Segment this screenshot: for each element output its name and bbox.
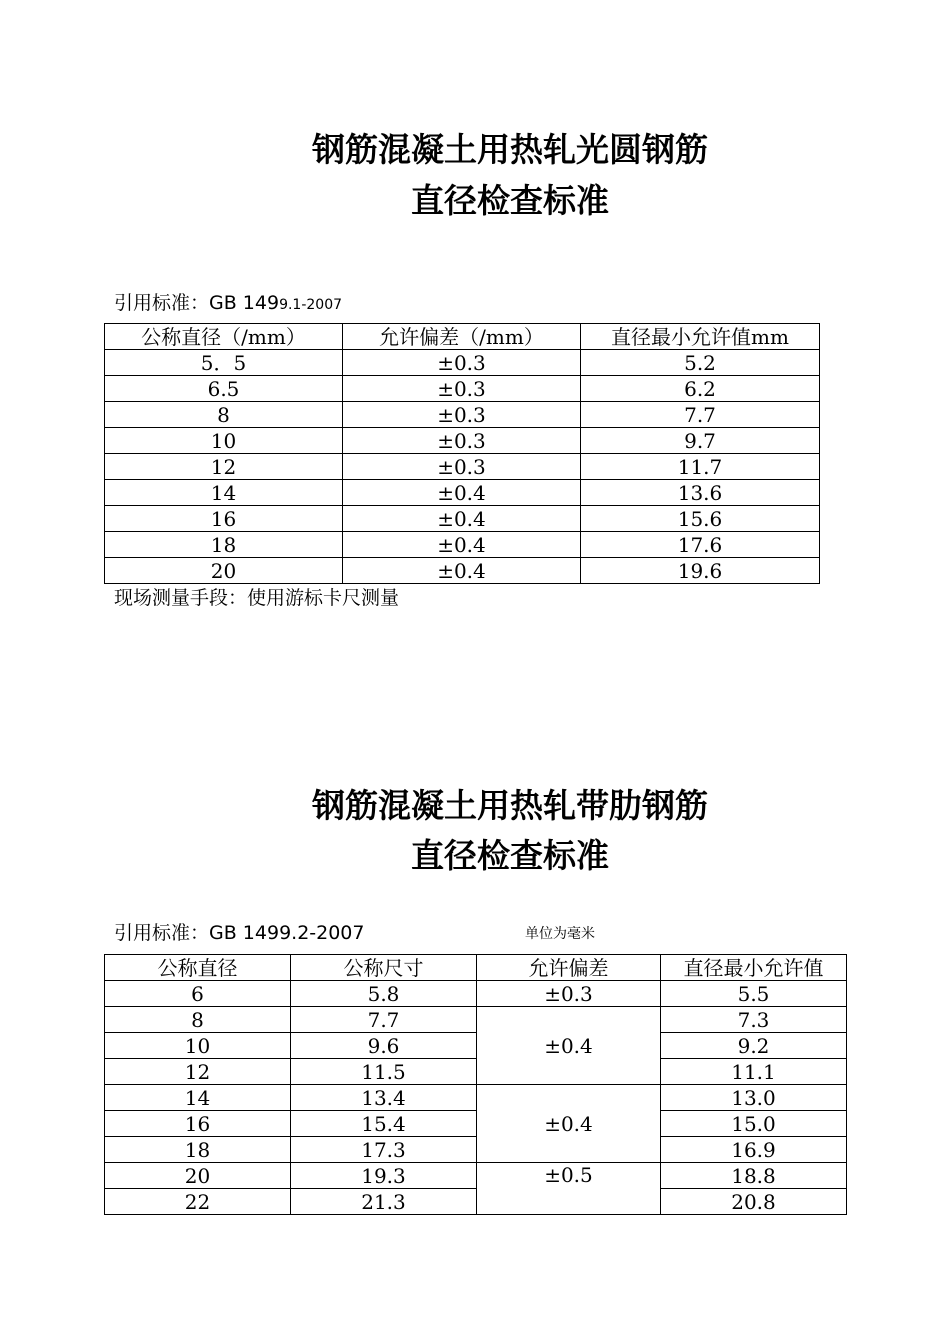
table-row [105,402,820,428]
cell-nominal-size: 17.3 [291,1137,477,1163]
cell-deviation: ±0.4 [343,532,581,558]
header-allowed-deviation: 允许偏差 [477,955,661,981]
cell-min-diameter: 15.0 [661,1111,847,1137]
table-row [105,1007,847,1033]
cell-nominal-diameter: 22 [105,1189,291,1215]
cell-nominal-diameter: 8 [105,1007,291,1033]
cell-min-diameter: 5.2 [581,350,820,376]
table-row [105,454,820,480]
cell-min-diameter: 13.6 [581,480,820,506]
cell-nominal-diameter: 10 [105,1033,291,1059]
cell-nominal-size: 11.5 [291,1059,477,1085]
table-row [105,1059,847,1085]
cell-deviation: ±0.3 [477,981,661,1007]
cell-min-diameter: 20.8 [661,1189,847,1215]
cell-nominal-size: 19.3 [291,1163,477,1189]
header-allowed-deviation: 允许偏差（/mm） [343,324,581,350]
cell-min-diameter: 11.7 [581,454,820,480]
table-row [105,1189,847,1215]
cell-deviation: ±0.4 [343,506,581,532]
cell-nominal-diameter: 20 [105,558,343,584]
header-nominal-size: 公称尺寸 [291,955,477,981]
table-row [105,376,820,402]
cell-nominal-size: 15.4 [291,1111,477,1137]
section1-reference-label: 引用标准：GB 149 [114,292,280,314]
section1-reference [114,288,342,315]
cell-min-diameter: 5.5 [661,981,847,1007]
section2-title-line2: 直径检查标准 [411,836,609,875]
header-min-allowed-diameter: 直径最小允许值 [661,955,847,981]
header-nominal-diameter: 公称直径（/mm） [105,324,343,350]
cell-min-diameter: 17.6 [581,532,820,558]
cell-nominal-diameter: 6.5 [105,376,343,402]
cell-min-diameter: 15.6 [581,506,820,532]
section2-unit-note: 单位为毫米 [525,926,595,942]
table-row [105,428,820,454]
section1-title-line2: 直径检查标准 [411,181,609,220]
header-min-allowed-diameter: 直径最小允许值mm [581,324,820,350]
cell-min-diameter: 18.8 [661,1163,847,1189]
header-nominal-diameter: 公称直径 [105,955,291,981]
cell-nominal-diameter: 14 [105,480,343,506]
cell-nominal-diameter: 14 [105,1085,291,1111]
cell-min-diameter: 16.9 [661,1137,847,1163]
cell-deviation: ±0.3 [343,376,581,402]
cell-min-diameter: 7.3 [661,1007,847,1033]
cell-nominal-size: 9.6 [291,1033,477,1059]
table-row [105,1111,847,1137]
cell-nominal-size: 13.4 [291,1085,477,1111]
cell-deviation: ±0.3 [343,402,581,428]
section1-measurement-note: 现场测量手段：使用游标卡尺测量 [114,587,400,609]
table-row [105,350,820,376]
cell-nominal-diameter: 6 [105,981,291,1007]
cell-deviation: ±0.4 [477,1085,661,1163]
section2-table [104,954,847,1215]
cell-nominal-diameter: 12 [105,454,343,480]
table-row [105,532,820,558]
cell-deviation: ±0.5 [477,1163,661,1215]
table-row [105,480,820,506]
table-row [105,506,820,532]
cell-nominal-diameter: 10 [105,428,343,454]
cell-nominal-diameter: 18 [105,532,343,558]
section2-reference: 引用标准：GB 1499.2-2007 [114,922,365,944]
section1-title-line1: 钢筋混凝土用热轧光圆钢筋 [312,130,708,169]
cell-deviation: ±0.4 [477,1007,661,1085]
table-row [105,1163,847,1189]
table-row [105,1085,847,1111]
cell-min-diameter: 7.7 [581,402,820,428]
cell-nominal-diameter: 18 [105,1137,291,1163]
cell-min-diameter: 9.7 [581,428,820,454]
table-row [105,558,820,584]
table-row [105,981,847,1007]
section1-table [104,323,820,584]
cell-min-diameter: 13.0 [661,1085,847,1111]
cell-nominal-diameter: 16 [105,1111,291,1137]
table-header-row [105,955,847,981]
cell-nominal-size: 5.8 [291,981,477,1007]
cell-deviation: ±0.4 [343,480,581,506]
table-row [105,1033,847,1059]
cell-nominal-diameter: 16 [105,506,343,532]
cell-nominal-size: 7.7 [291,1007,477,1033]
cell-nominal-diameter: 8 [105,402,343,428]
cell-nominal-diameter: 12 [105,1059,291,1085]
cell-deviation: ±0.3 [343,350,581,376]
cell-min-diameter: 6.2 [581,376,820,402]
cell-min-diameter: 11.1 [661,1059,847,1085]
cell-min-diameter: 19.6 [581,558,820,584]
cell-nominal-size: 21.3 [291,1189,477,1215]
cell-min-diameter: 9.2 [661,1033,847,1059]
cell-deviation: ±0.3 [343,428,581,454]
cell-nominal-diameter: 5．5 [105,350,343,376]
section1-reference-suffix: 9.1-2007 [279,297,343,313]
cell-deviation: ±0.4 [343,558,581,584]
table-header-row [105,324,820,350]
section2-title-line1: 钢筋混凝土用热轧带肋钢筋 [312,786,708,825]
cell-deviation: ±0.3 [343,454,581,480]
cell-nominal-diameter: 20 [105,1163,291,1189]
table-row [105,1137,847,1163]
